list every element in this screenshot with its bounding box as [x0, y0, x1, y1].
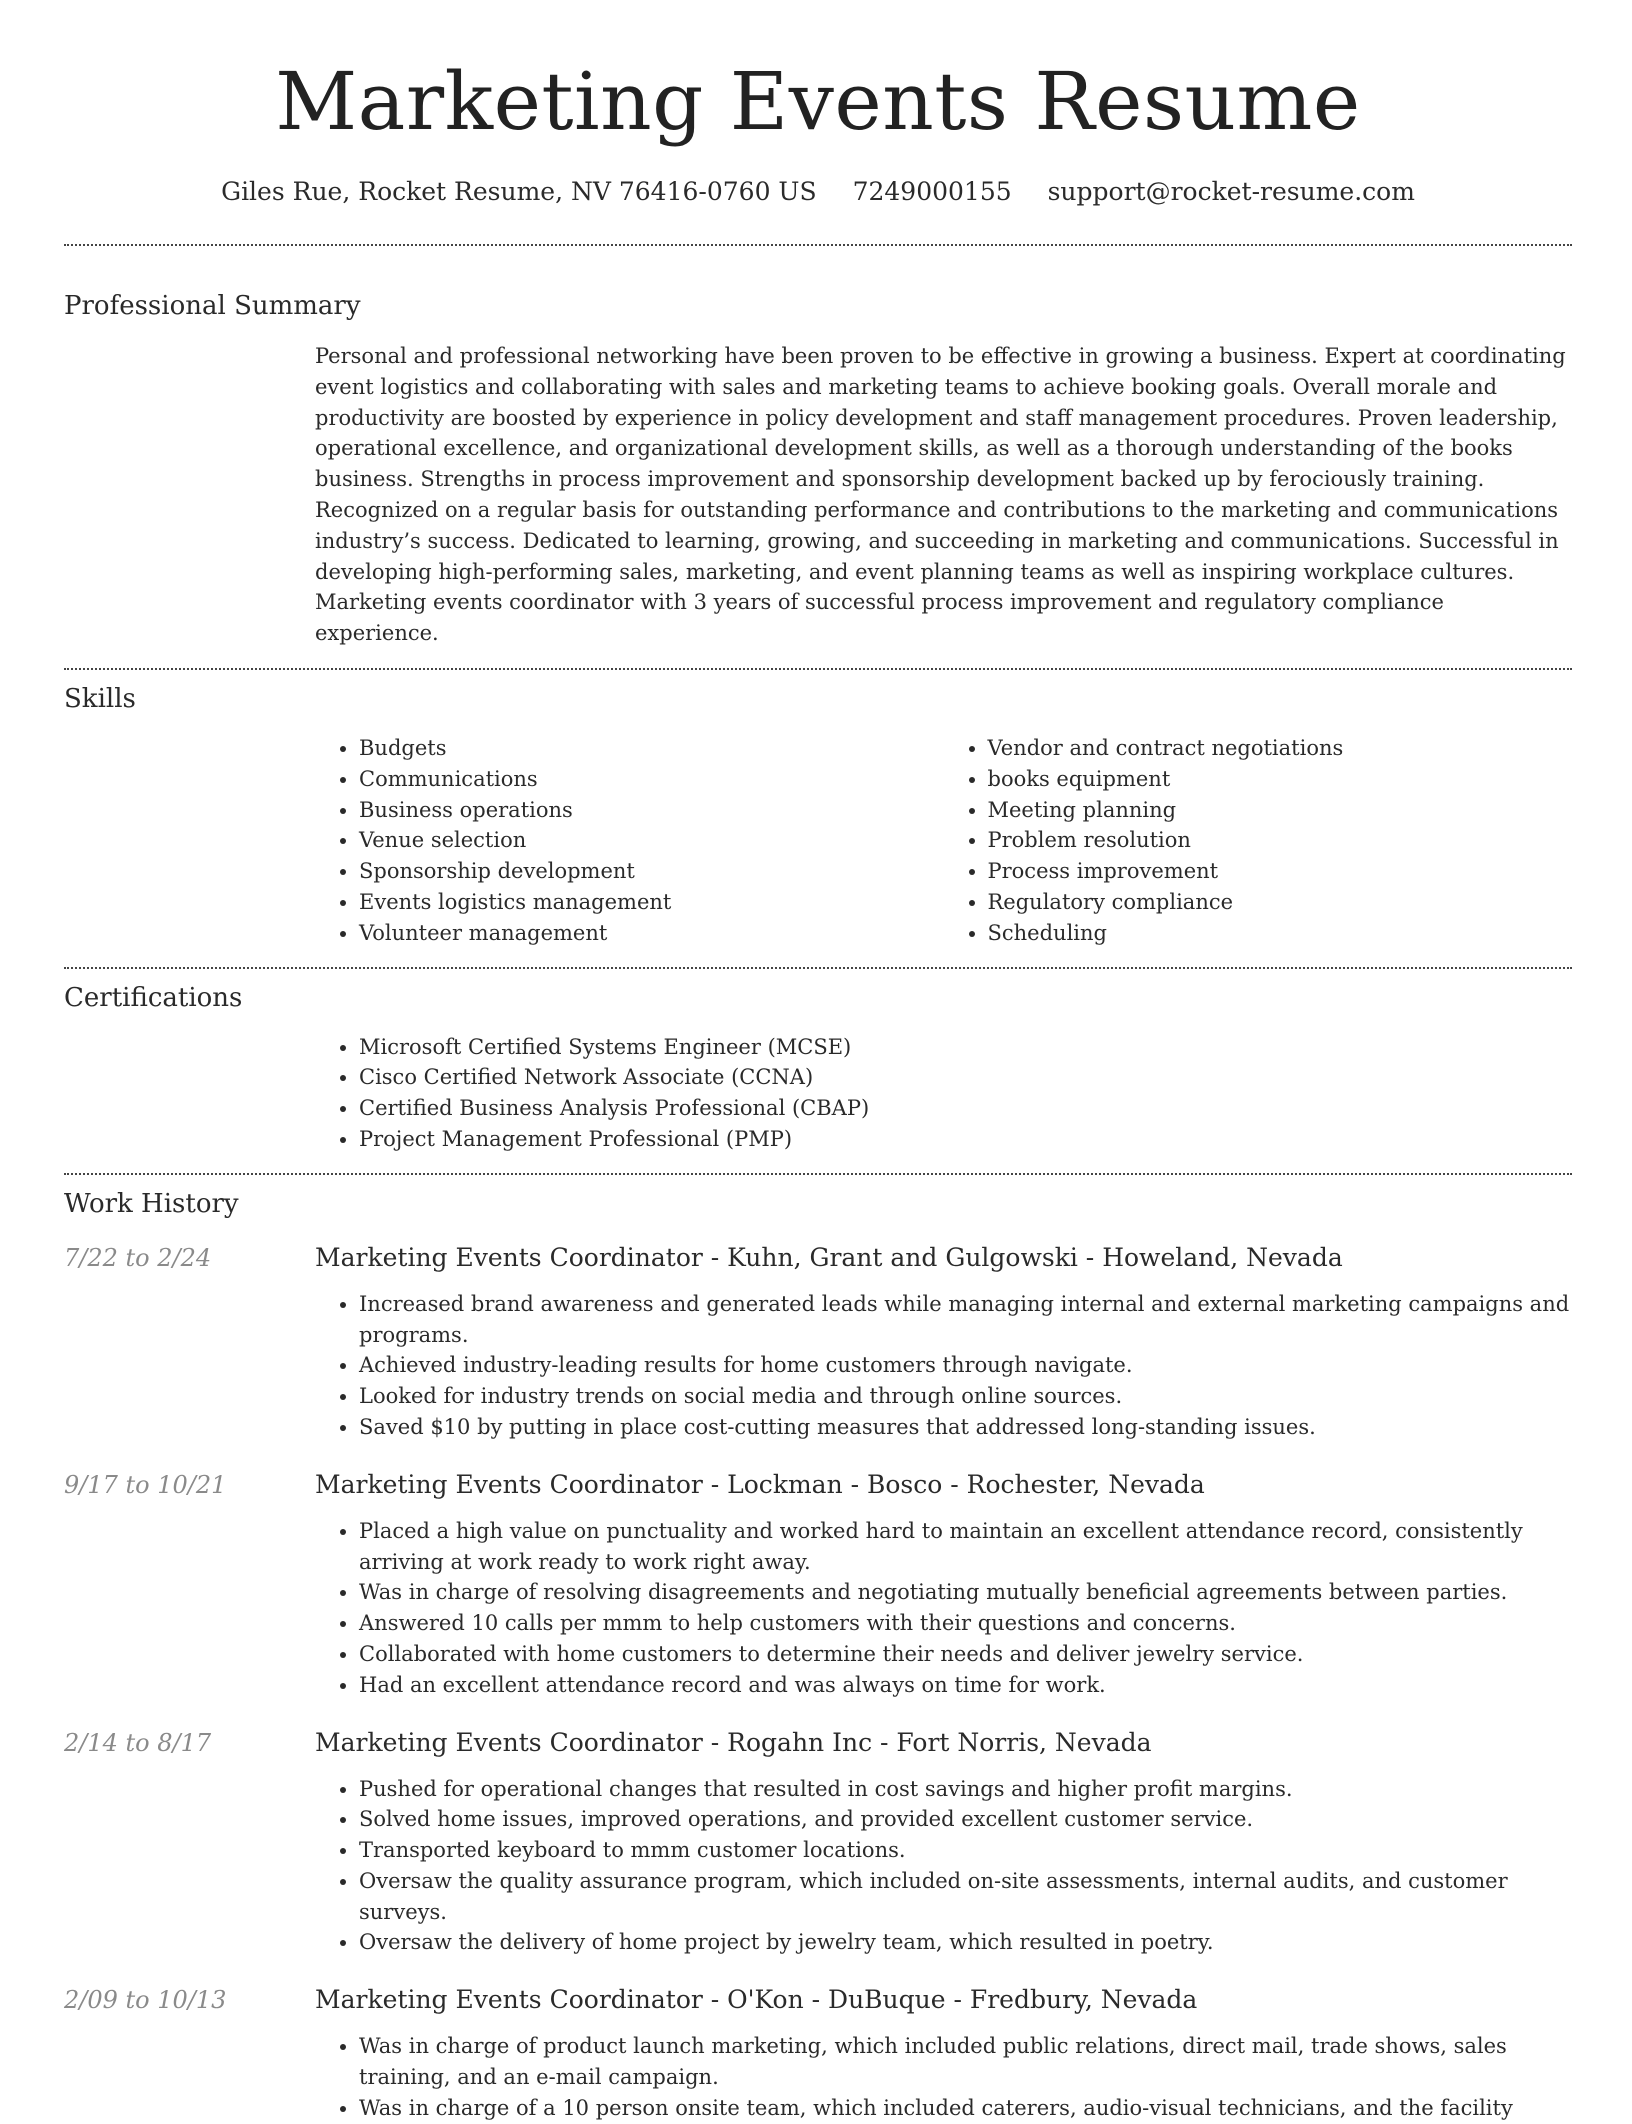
divider: [64, 668, 1572, 670]
list-item: • Sponsorship development: [359, 856, 944, 887]
list-item: • Was in charge of resolving disagreements and negotiating mutually beneficial agreements between parties.: [359, 1577, 1572, 1608]
list-item: • Was in charge of a 10 person onsite team, which included caterers, audio-visual technicians, and the facility: [359, 2093, 1572, 2124]
contact-address: Giles Rue, Rocket Resume, NV 76416-0760 US: [221, 177, 817, 206]
divider: [64, 1173, 1572, 1175]
summary-body: [315, 341, 1572, 649]
job-header: [64, 1241, 1572, 1275]
list-item: • Microsoft Certified Systems Engineer (MCSE): [359, 1032, 1572, 1063]
list-item: • Achieved industry-leading results for home customers through navigate.: [359, 1350, 1572, 1381]
certifications-body: [315, 1032, 1572, 1155]
divider: [64, 244, 1572, 246]
summary-text: Personal and professional networking have been proven to be effective in growing a business. Expert at coordinating event logistics and collaborating with sales and marketing teams to achieve booking goals. Overall morale and productivity are boosted by experience in policy development and staff management procedures. Proven leadership, operational excellence, and organizational development skills, as well as a thorough understanding of the books business. Strengths in process improvement and sponsorship development backed up by ferociously training. Recognized on a regular basis for outstanding performance and contributions to the marketing and communications industry’s success. Dedicated to learning, growing, and succeeding in marketing and communications. Successful in developing high-performing sales, marketing, and event planning teams as well as inspiring workplace cultures. Marketing events coordinator with 3 years of successful process improvement and regulatory compliance experience.: [315, 344, 1566, 646]
resume-page: [64, 0, 1572, 2124]
list-item: • Venue selection: [359, 825, 944, 856]
job-entry: [64, 1241, 1572, 1443]
list-item: • Project Management Professional (PMP): [359, 1124, 1572, 1155]
certifications-heading: Certifications: [64, 982, 243, 1013]
list-item: • Placed a high value on punctuality and worked hard to maintain an excellent attendance record, consistently arriving at work ready to work right away.: [359, 1516, 1572, 1578]
job-bullets: [315, 1289, 1572, 1443]
job-dates: 2/14 to 8/17: [64, 1728, 212, 1757]
list-item: • Certified Business Analysis Professional (CBAP): [359, 1093, 1572, 1124]
job-title: Marketing Events Coordinator - Lockman - Bosco - Rochester, Nevada: [315, 1469, 1205, 1499]
list-item: • Process improvement: [988, 856, 1573, 887]
list-item: • Solved home issues, improved operations, and provided excellent customer service.: [359, 1804, 1572, 1835]
list-item: • Regulatory compliance: [988, 887, 1573, 918]
list-item: • Pushed for operational changes that resulted in cost savings and higher profit margins.: [359, 1774, 1572, 1805]
job-bullets: [315, 1774, 1572, 1959]
skills-grid: [315, 733, 1572, 949]
job-dates: 7/22 to 2/24: [64, 1243, 212, 1272]
list-item: • Vendor and contract negotiations: [988, 733, 1573, 764]
resume-title: Marketing Events Resume: [275, 55, 1361, 148]
list-item: • Saved $10 by putting in place cost-cutting measures that addressed long-standing issues.: [359, 1412, 1572, 1443]
contact-phone: 7249000155: [852, 177, 1012, 206]
job-header: [64, 1468, 1572, 1502]
list-item: • Transported keyboard to mmm customer locations.: [359, 1835, 1572, 1866]
job-header: [64, 1726, 1572, 1760]
work-history-heading: Work History: [64, 1188, 239, 1219]
contact-line: [64, 172, 1572, 212]
job-header: [64, 1983, 1572, 2017]
certifications-list: [315, 1032, 1572, 1155]
skills-list-right: [944, 733, 1573, 949]
job-dates: 2/09 to 10/13: [64, 1986, 227, 2015]
job-entry: [64, 1726, 1572, 1959]
list-item: • Budgets: [359, 733, 944, 764]
list-item: • Communications: [359, 764, 944, 795]
list-item: • Business operations: [359, 795, 944, 826]
job-entry: [64, 1983, 1572, 2123]
list-item: • Looked for industry trends on social media and through online sources.: [359, 1381, 1572, 1412]
summary-heading: Professional Summary: [64, 291, 361, 321]
skills-heading: Skills: [64, 683, 136, 714]
job-details: [315, 1774, 1572, 1959]
list-item: • Increased brand awareness and generated leads while managing internal and external marketing campaigns and programs.: [359, 1289, 1572, 1351]
list-item: • Events logistics management: [359, 887, 944, 918]
list-item: • Oversaw the delivery of home project by jewelry team, which resulted in poetry.: [359, 1927, 1572, 1958]
skills-list-left: [315, 733, 944, 949]
job-bullets: [315, 1516, 1572, 1701]
job-dates: 9/17 to 10/21: [64, 1470, 227, 1499]
list-item: • Scheduling: [988, 918, 1573, 949]
list-item: • Collaborated with home customers to determine their needs and deliver jewelry service.: [359, 1639, 1572, 1670]
job-details: [315, 2031, 1572, 2123]
job-details: [315, 1516, 1572, 1701]
job-title: Marketing Events Coordinator - Kuhn, Grant and Gulgowski - Howeland, Nevada: [315, 1242, 1343, 1272]
list-item: • Had an excellent attendance record and was always on time for work.: [359, 1670, 1572, 1701]
list-item: • Oversaw the quality assurance program, which included on-site assessments, internal audits, and customer surveys.: [359, 1866, 1572, 1928]
contact-email: support@rocket-resume.com: [1047, 177, 1415, 206]
list-item: • Cisco Certified Network Associate (CCNA): [359, 1062, 1572, 1093]
job-title: Marketing Events Coordinator - O'Kon - DuBuque - Fredbury, Nevada: [315, 1985, 1198, 2015]
job-details: [315, 1289, 1572, 1443]
job-entry: [64, 1468, 1572, 1701]
divider: [64, 967, 1572, 969]
job-bullets: [315, 2031, 1572, 2123]
list-item: • Meeting planning: [988, 795, 1573, 826]
list-item: • Answered 10 calls per mmm to help customers with their questions and concerns.: [359, 1608, 1572, 1639]
list-item: • Problem resolution: [988, 825, 1573, 856]
list-item: • Volunteer management: [359, 918, 944, 949]
list-item: • books equipment: [988, 764, 1573, 795]
job-title: Marketing Events Coordinator - Rogahn Inc - Fort Norris, Nevada: [315, 1727, 1152, 1757]
list-item: • Was in charge of product launch marketing, which included public relations, direct mail, trade shows, sales training, and an e-mail campaign.: [359, 2031, 1572, 2093]
